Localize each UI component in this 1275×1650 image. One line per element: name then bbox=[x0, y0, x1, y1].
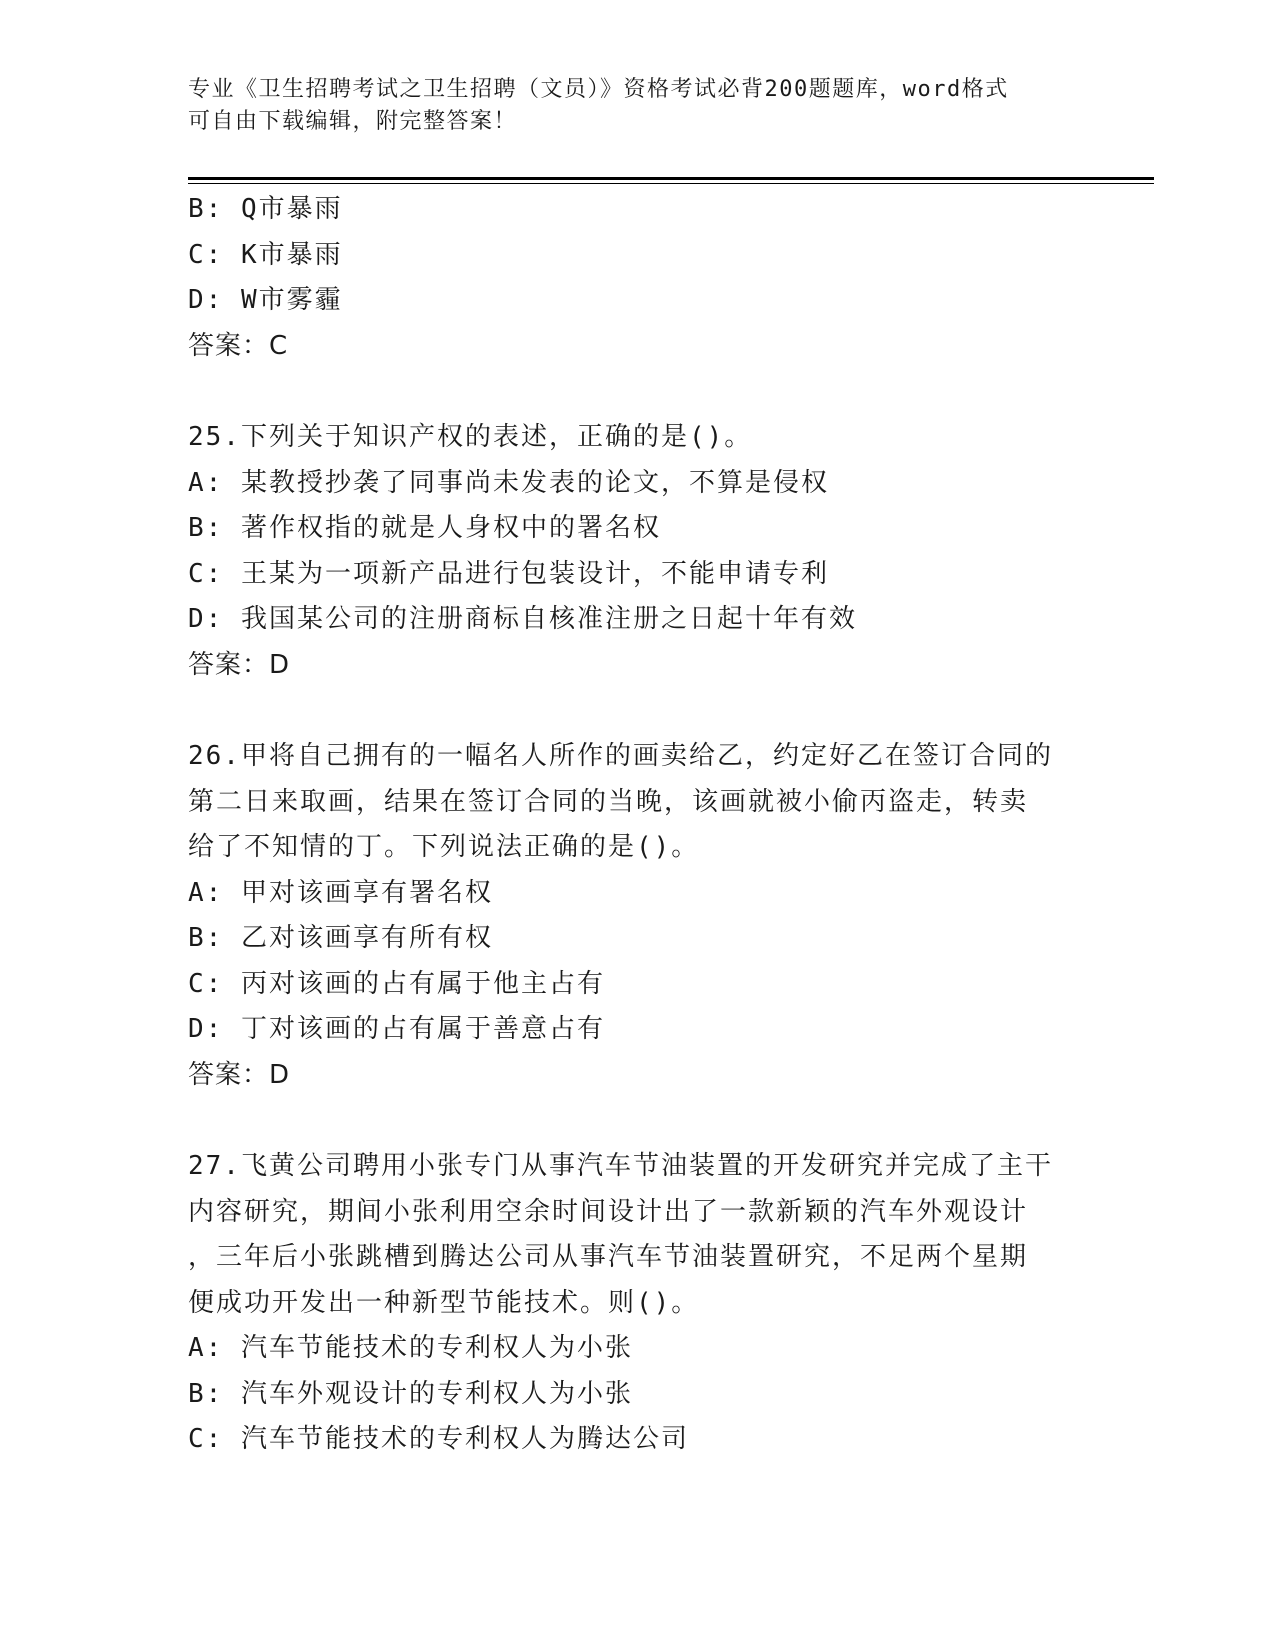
question-25-block bbox=[188, 415, 1088, 688]
q27-stem-line-4: 便成功开发出一种新型节能技术。则()。 bbox=[188, 1287, 700, 1318]
q27-option-c: C: 汽车节能技术的专利权人为腾达公司 bbox=[188, 1424, 689, 1454]
question-content bbox=[188, 187, 1088, 1463]
spacer bbox=[188, 369, 1088, 415]
q24-option-b: B: Q市暴雨 bbox=[188, 194, 343, 224]
header-divider-thick bbox=[188, 177, 1154, 180]
page-header bbox=[188, 74, 1068, 138]
q26-option-d: D: 丁对该画的占有属于善意占有 bbox=[188, 1014, 605, 1044]
header-divider-thin bbox=[188, 183, 1154, 184]
spacer bbox=[188, 688, 1088, 734]
q26-answer: 答案：D bbox=[188, 1059, 291, 1090]
q25-option-c: C: 王某为一项新产品进行包装设计，不能申请专利 bbox=[188, 558, 829, 589]
q27-option-a: A: 汽车节能技术的专利权人为小张 bbox=[188, 1333, 633, 1363]
spacer bbox=[188, 1098, 1088, 1144]
q26-option-a: A: 甲对该画享有署名权 bbox=[188, 877, 493, 908]
q24-option-d: D: W市雾霾 bbox=[188, 285, 343, 315]
q25-answer: 答案：D bbox=[188, 649, 291, 680]
q25-option-b: B: 著作权指的就是人身权中的署名权 bbox=[188, 513, 661, 543]
q27-stem-line-2: 内容研究，期间小张利用空余时间设计出了一款新颖的汽车外观设计 bbox=[188, 1196, 1029, 1227]
q27-stem-line-3: ，三年后小张跳槽到腾达公司从事汽车节油装置研究，不足两个星期 bbox=[188, 1242, 1029, 1272]
q25-option-d: D: 我国某公司的注册商标自核准注册之日起十年有效 bbox=[188, 604, 857, 634]
q27-stem-line-1: 27.飞黄公司聘用小张专门从事汽车节油装置的开发研究并完成了主干 bbox=[188, 1151, 1053, 1181]
q26-stem-line-1: 26.甲将自己拥有的一幅名人所作的画卖给乙，约定好乙在签订合同的 bbox=[188, 741, 1053, 771]
q26-option-b: B: 乙对该画享有所有权 bbox=[188, 923, 493, 953]
header-title-line-2: 可自由下载编辑，附完整答案！ bbox=[188, 109, 518, 134]
q24-option-c: C: K市暴雨 bbox=[188, 239, 343, 270]
question-26-block bbox=[188, 734, 1088, 1098]
q27-option-b: B: 汽车外观设计的专利权人为小张 bbox=[188, 1378, 633, 1409]
question-27-block bbox=[188, 1144, 1088, 1463]
q26-stem-line-2: 第二日来取画，结果在签订合同的当晚，该画就被小偷丙盗走，转卖 bbox=[188, 786, 1029, 817]
q26-option-c: C: 丙对该画的占有属于他主占有 bbox=[188, 968, 605, 999]
q24-answer: 答案：C bbox=[188, 330, 289, 361]
q26-stem-line-3: 给了不知情的丁。下列说法正确的是()。 bbox=[188, 832, 700, 862]
question-24-block bbox=[188, 187, 1088, 369]
q25-stem: 25.下列关于知识产权的表述，正确的是()。 bbox=[188, 422, 753, 452]
header-title-line-1: 专业《卫生招聘考试之卫生招聘（文员）》资格考试必背200题题库，word格式 bbox=[188, 77, 1009, 102]
q25-option-a: A: 某教授抄袭了同事尚未发表的论文，不算是侵权 bbox=[188, 467, 829, 498]
